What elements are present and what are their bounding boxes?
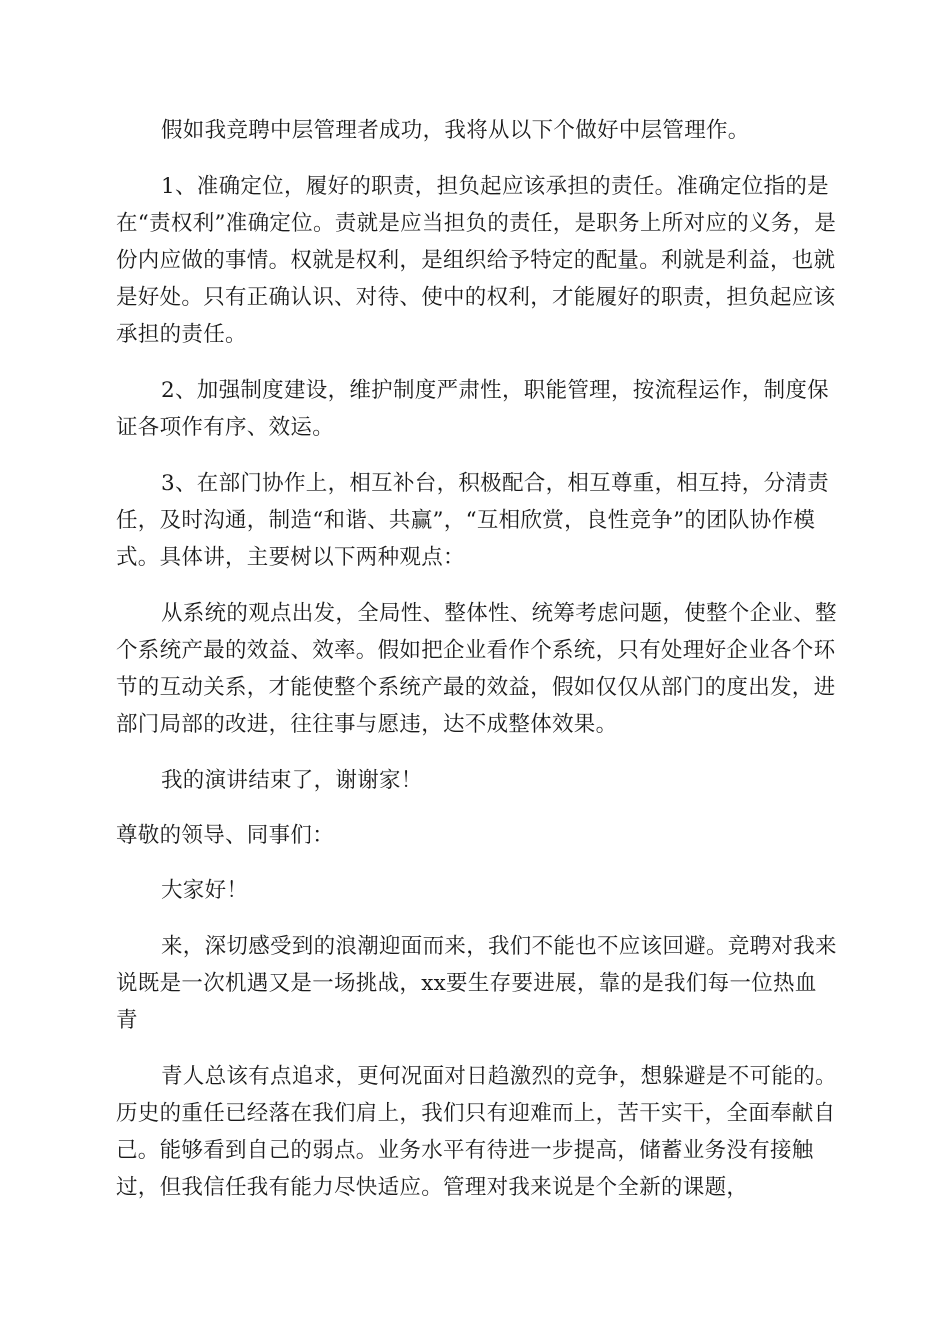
paragraph-intro: 假如我竞聘中层管理者成功，我将从以下个做好中层管理作。 bbox=[161, 118, 750, 143]
paragraph-point-1: 1、准确定位，履好的职责，担负起应该承担的责任。准确定位指的是在“责权利”准确定位。责就是应当担负的责任，是职务上所对应的义务，是份内应做的事情。权就是权利，是组织给予特定的配量。利就是利益，也就是好处。只有正确认识、对待、使中的权利，才能履好的职责，担负起应该承担的责任。 bbox=[116, 174, 837, 347]
paragraph-point-2: 2、加强制度建设，维护制度严肃性，职能管理，按流程运作，制度保证各项作有序、效运。 bbox=[116, 378, 829, 440]
paragraph-opportunity: 来，深切感受到的浪潮迎面而来，我们不能也不应该回避。竞聘对我来说既是一次机遇又是一场挑战，xx要生存要进展，靠的是我们每一位热血青 bbox=[116, 934, 837, 1033]
paragraph-salutation: 尊敬的领导、同事们： bbox=[116, 823, 335, 848]
paragraph-greeting: 大家好！ bbox=[161, 878, 249, 903]
paragraph-youth: 青人总该有点追求，更何况面对日趋激烈的竞争，想躲避是不可能的。历史的重任已经落在我们肩上，我们只有迎难而上，苦干实干，全面奉献自己。能够看到自己的弱点。业务水平有待进一步提高，储蓄业务没有接触过，但我信任我有能力尽快适应。管理对我来说是个全新的课题， bbox=[116, 1064, 837, 1200]
paragraph-point-3: 3、在部门协作上，相互补台，积极配合，相互尊重，相互持，分清责任，及时沟通，制造“和谐、共赢”，“互相欣赏，良性竞争”的团队协作模式。具体讲，主要树以下两种观点： bbox=[116, 471, 829, 570]
paragraph-system-view: 从系统的观点出发，全局性、整体性、统筹考虑问题，使整个企业、整个系统产最的效益、效率。假如把企业看作个系统，只有处理好企业各个环节的互动关系，才能使整个系统产最的效益，假如仅仅从部门的度出发，进部门局部的改进，往往事与愿违，达不成整体效果。 bbox=[116, 601, 837, 737]
paragraph-closing: 我的演讲结束了，谢谢家！ bbox=[161, 768, 423, 793]
